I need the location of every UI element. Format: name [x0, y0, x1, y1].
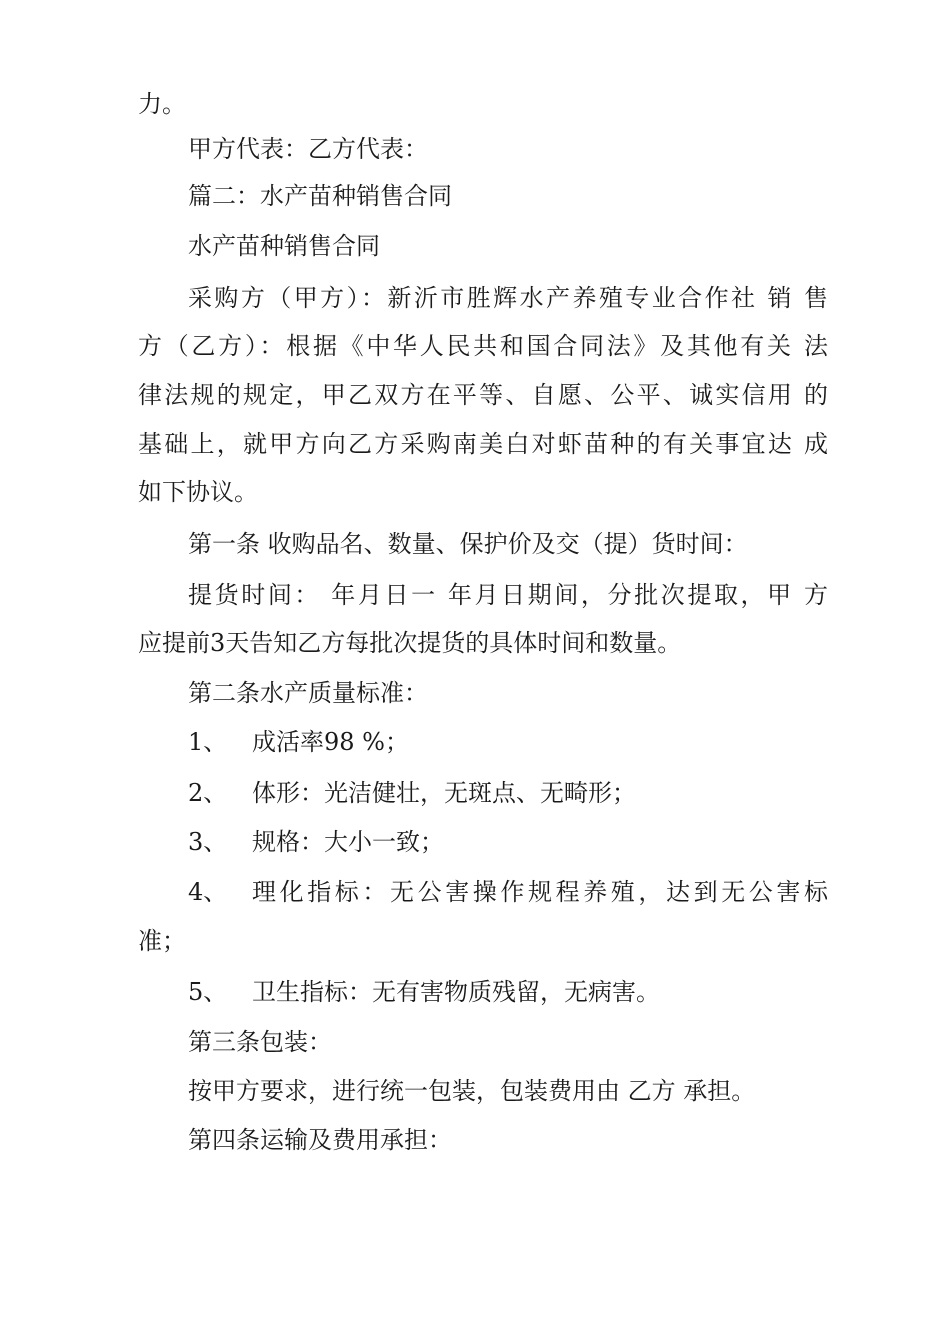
- paragraph-line: 方（乙方）：根据《中华人民共和国合同法》及其他有关 法: [138, 332, 828, 360]
- article-heading: 第三条包装：: [188, 1028, 332, 1056]
- list-item-continuation: 准；: [138, 927, 186, 955]
- list-item-text: 卫生指标：无有害物质残留，无病害。: [252, 978, 660, 1006]
- paragraph-line: 基础上，就甲方向乙方采购南美白对虾苗种的有关事宜达 成: [138, 430, 828, 458]
- list-item-number: 3、: [188, 828, 228, 856]
- paragraph-line: 律法规的规定，甲乙双方在平等、自愿、公平、诚实信用 的: [138, 381, 828, 409]
- paragraph-line: 按甲方要求，进行统一包装，包装费用由 乙方 承担。: [188, 1077, 756, 1105]
- paragraph-line: 应提前3天告知乙方每批次提货的具体时间和数量。: [138, 629, 682, 657]
- list-item-number: 2、: [188, 779, 228, 807]
- list-item-text: 规格：大小一致；: [252, 828, 444, 856]
- article-heading: 第二条水产质量标准：: [188, 679, 428, 707]
- paragraph-line: 力。: [138, 90, 186, 118]
- paragraph-line: 采购方（甲方）：新沂市胜辉水产养殖专业合作社 销 售: [188, 284, 828, 312]
- contract-title: 水产苗种销售合同: [188, 232, 380, 260]
- list-item: [188, 822, 828, 862]
- list-item-number: 1、: [188, 728, 228, 756]
- representatives-line: 甲方代表：乙方代表：: [188, 135, 428, 163]
- section-heading: 篇二：水产苗种销售合同: [188, 182, 452, 210]
- list-item-text: 成活率98 %；: [252, 728, 409, 756]
- list-item: [188, 722, 828, 762]
- list-item-number: 4、: [188, 878, 228, 906]
- list-item: [188, 972, 828, 1012]
- list-item-number: 5、: [188, 978, 228, 1006]
- article-heading: 第四条运输及费用承担：: [188, 1126, 452, 1154]
- paragraph-line: 提货时间： 年月日一 年月日期间，分批次提取，甲 方: [188, 581, 828, 609]
- list-item: [188, 773, 828, 813]
- paragraph-line: 如下协议。: [138, 478, 258, 506]
- list-item-text: 理化指标：无公害操作规程养殖，达到无公害标: [252, 878, 828, 906]
- article-heading: 第一条 收购品名、数量、保护价及交（提）货时间：: [188, 530, 748, 558]
- list-item-text: 体形：光洁健壮，无斑点、无畸形；: [252, 779, 636, 807]
- list-item: [188, 872, 828, 912]
